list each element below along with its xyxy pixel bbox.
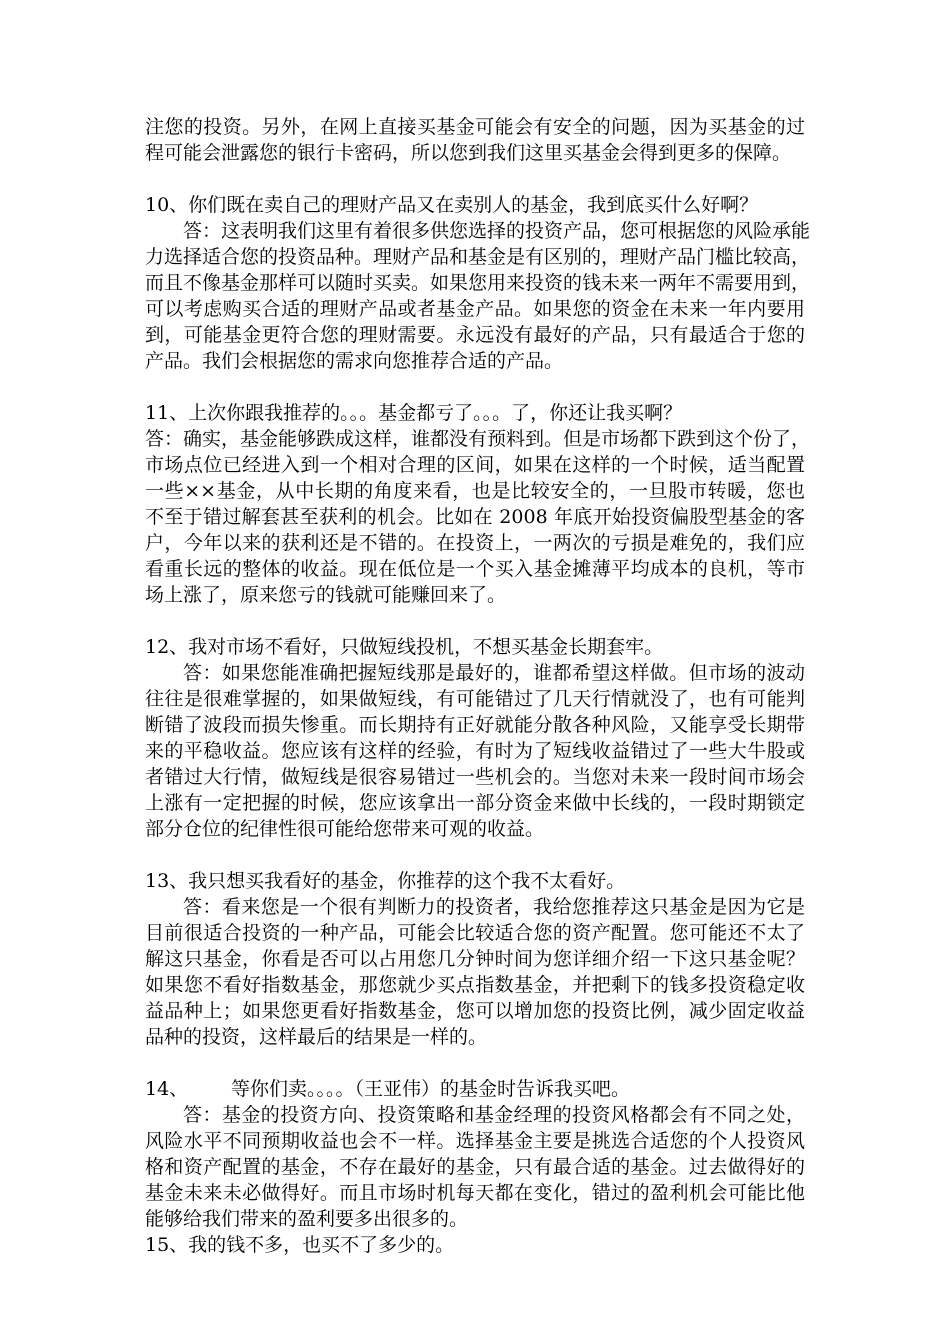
answer-line: 如果您不看好指数基金，那您就少买点指数基金，并把剩下的钱多投资稳定收 [145, 974, 805, 996]
answer-line: 上涨有一定把握的时候，您应该拿出一部分资金来做中长线的，一段时期锁定 [145, 792, 805, 814]
answer-line: 格和资产配置的基金，不存在最好的基金，只有最合适的基金。过去做得好的 [145, 1156, 805, 1178]
answer-line: 品种的投资，这样最后的结果是一样的。 [145, 1026, 488, 1048]
answer-line: 答：基金的投资方向、投资策略和基金经理的投资风格都会有不同之处， [183, 1104, 805, 1126]
answer-line: 解这只基金，你看是否可以占用您几分钟时间为您详细介绍一下这只基金呢？ [145, 948, 805, 970]
answer-line: 断错了波段而损失惨重。而长期持有正好就能分散各种风险，又能享受长期带 [145, 714, 805, 736]
answer-line: 场上涨了，原来您亏的钱就可能赚回来了。 [145, 584, 507, 606]
paragraph-line: 程可能会泄露您的银行卡密码，所以您到我们这里买基金会得到更多的保障。 [145, 142, 792, 164]
paragraph-line: 注您的投资。另外，在网上直接买基金可能会有安全的问题，因为买基金的过 [145, 116, 805, 138]
answer-line: 者错过大行情，做短线是很容易错过一些机会的。当您对未来一段时间市场会 [145, 766, 805, 788]
answer-line: 答：这表明我们这里有着很多供您选择的投资产品，您可根据您的风险承能 [183, 220, 811, 242]
answer-line: 而且不像基金那样可以随时买卖。如果您用来投资的钱未来一两年不需要用到， [145, 272, 811, 294]
question-12: 12、我对市场不看好，只做短线投机，不想买基金长期套牢。 [145, 636, 664, 658]
question-13: 13、我只想买我看好的基金，你推荐的这个我不太看好。 [145, 870, 626, 892]
answer-line: 能够给我们带来的盈利要多出很多的。 [145, 1208, 469, 1230]
answer-line: 看重长远的整体的收益。现在低位是一个买入基金摊薄平均成本的良机，等市 [145, 558, 805, 580]
answer-line: 可以考虑购买合适的理财产品或者基金产品。如果您的资金在未来一年内要用 [145, 298, 805, 320]
question-14-text: 等你们卖。。。。（王亚伟）的基金时告诉我买吧。 [231, 1078, 631, 1100]
answer-line: 答：如果您能准确把握短线那是最好的，谁都希望这样做。但市场的波动 [183, 662, 805, 684]
answer-line: 不至于错过解套甚至获利的机会。比如在 2008 年底开始投资偏股型基金的客 [145, 506, 805, 528]
answer-line: 基金未来未必做得好。而且市场时机每天都在变化，错过的盈利机会可能比他 [145, 1182, 805, 1204]
answer-line: 户，今年以来的获利还是不错的。在投资上，一两次的亏损是难免的，我们应 [145, 532, 805, 554]
answer-line: 来的平稳收益。您应该有这样的经验，有时为了短线收益错过了一些大牛股或 [145, 740, 805, 762]
question-14-number: 14、 [145, 1078, 189, 1100]
answer-line: 益品种上；如果您更看好指数基金，您可以增加您的投资比例，减少固定收益 [145, 1000, 805, 1022]
answer-line: 部分仓位的纪律性很可能给您带来可观的收益。 [145, 818, 545, 840]
answer-line: 往往是很难掌握的，如果做短线，有可能错过了几天行情就没了，也有可能判 [145, 688, 805, 710]
question-15: 15、我的钱不多，也买不了多少的。 [145, 1234, 455, 1256]
answer-line: 到，可能基金更符合您的理财需要。永远没有最好的产品，只有最适合于您的 [145, 324, 805, 346]
answer-line: 产品。我们会根据您的需求向您推荐合适的产品。 [145, 350, 564, 372]
answer-line: 力选择适合您的投资品种。理财产品和基金是有区别的，理财产品门槛比较高， [145, 246, 811, 268]
question-10: 10、你们既在卖自己的理财产品又在卖别人的基金，我到底买什么好啊？ [145, 194, 759, 216]
answer-line: 答：确实，基金能够跌成这样，谁都没有预料到。但是市场都下跌到这个份了， [145, 428, 811, 450]
answer-line: 市场点位已经进入到一个相对合理的区间，如果在这样的一个时候，适当配置 [145, 454, 805, 476]
answer-line: 目前很适合投资的一种产品，可能会比较适合您的资产配置。您可能还不太了 [145, 922, 805, 944]
answer-line: 一些××基金，从中长期的角度来看，也是比较安全的，一旦股市转暖，您也 [145, 480, 805, 502]
answer-line: 答：看来您是一个很有判断力的投资者，我给您推荐这只基金是因为它是 [183, 896, 805, 918]
answer-line: 风险水平不同预期收益也会不一样。选择基金主要是挑选合适您的个人投资风 [145, 1130, 805, 1152]
question-11: 11、上次你跟我推荐的。。。基金都亏了。。。了，你还让我买啊？ [145, 402, 683, 424]
